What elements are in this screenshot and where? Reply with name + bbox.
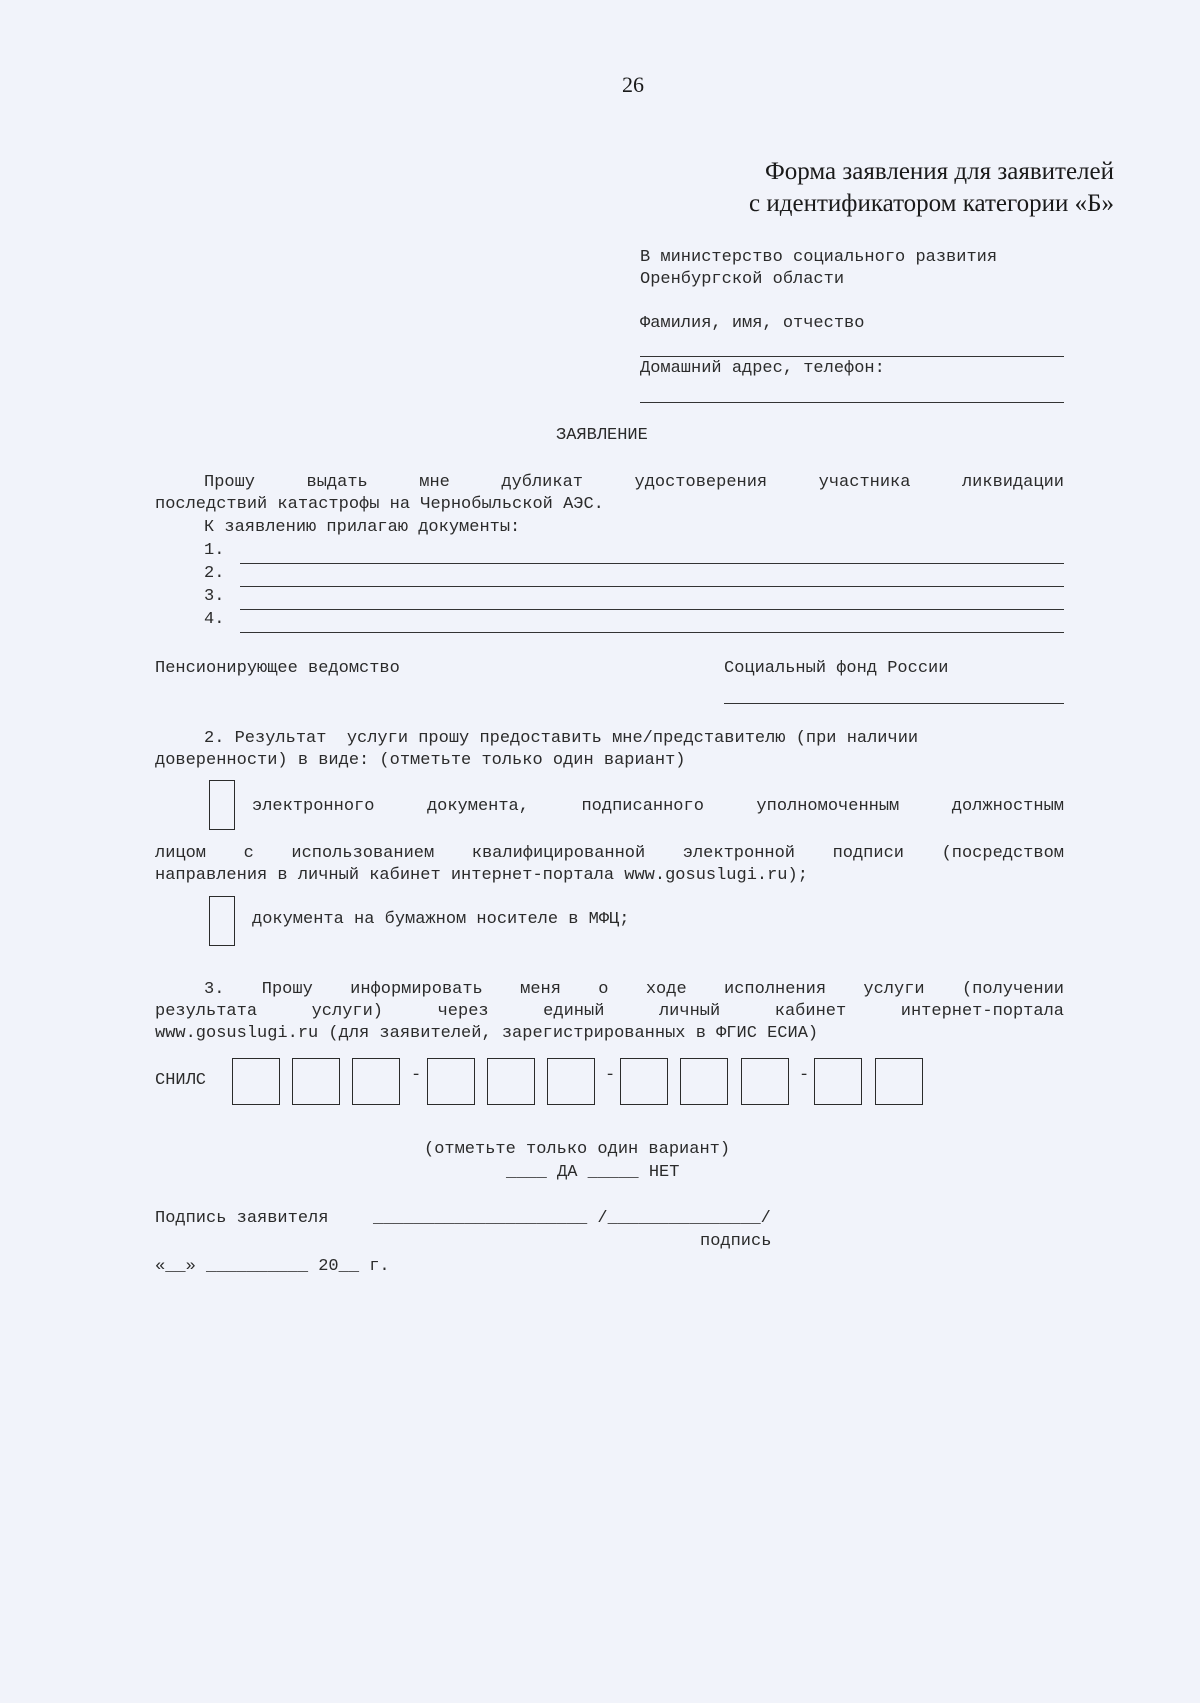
option-electronic-line-3: направления в личный кабинет интернет-портала www.gosuslugi.ru); (155, 866, 808, 885)
form-title-line-2: с идентификатором категории «Б» (749, 190, 1114, 217)
pension-value: Социальный фонд России (724, 659, 949, 678)
date-line[interactable]: «__» __________ 20__ г. (155, 1257, 390, 1276)
attach-item-line[interactable] (240, 632, 1064, 633)
statement-heading: ЗАЯВЛЕНИЕ (556, 426, 648, 445)
attach-item-number: 4. (204, 610, 225, 629)
signature-fields[interactable]: _____________________ /_______________/ (373, 1209, 771, 1228)
attach-item-number: 3. (204, 587, 225, 606)
pension-field-line[interactable] (724, 703, 1064, 704)
addressee-line-1: В министерство социального развития (640, 248, 998, 267)
snils-label: СНИЛС (155, 1071, 207, 1090)
pension-label: Пенсионирующее ведомство (155, 659, 400, 678)
request-line-2: последствий катастрофы на Чернобыльской АЭС. (155, 495, 604, 514)
fio-field-line[interactable] (640, 356, 1064, 357)
choose-one-note: (отметьте только один вариант) (424, 1140, 731, 1159)
snils-digit-cell[interactable] (680, 1058, 728, 1105)
snils-digit-cell[interactable] (741, 1058, 789, 1105)
snils-digit-cell[interactable] (814, 1058, 862, 1105)
option-electronic-line-2: лицом с использованием квалифицированной электронной подписи (посредством (155, 844, 1064, 863)
section3-line-3: www.gosuslugi.ru (для заявителей, зарегистрированных в ФГИС ЕСИА) (155, 1024, 819, 1043)
fio-label: Фамилия, имя, отчество (640, 314, 865, 333)
snils-digit-cell[interactable] (547, 1058, 595, 1105)
address-label: Домашний адрес, телефон: (640, 359, 885, 378)
attach-item-line[interactable] (240, 586, 1064, 587)
snils-digit-cell[interactable] (352, 1058, 400, 1105)
signature-label: Подпись заявителя (155, 1209, 329, 1228)
snils-digit-cell[interactable] (427, 1058, 475, 1105)
snils-digit-cell[interactable] (292, 1058, 340, 1105)
snils-separator: - (799, 1066, 810, 1085)
option-paper-label: документа на бумажном носителе в МФЦ; (252, 910, 630, 929)
snils-digit-cell[interactable] (875, 1058, 923, 1105)
option-paper-checkbox[interactable] (209, 896, 235, 946)
attach-item-line[interactable] (240, 563, 1064, 564)
option-electronic-label: электронного документа, подписанного уполномоченным должностным (252, 797, 1064, 816)
attach-label: К заявлению прилагаю документы: (204, 518, 521, 537)
form-title-line-1: Форма заявления для заявителей (765, 158, 1114, 185)
option-electronic-checkbox[interactable] (209, 780, 235, 830)
attach-item-number: 2. (204, 564, 225, 583)
snils-digit-cell[interactable] (232, 1058, 280, 1105)
snils-separator: - (411, 1066, 422, 1085)
page-number: 26 (622, 72, 644, 97)
addressee-line-2: Оренбургской области (640, 270, 845, 289)
section3-line-1: 3. Прошу информировать меня о ходе исполнения услуги (получении (204, 980, 1064, 999)
section2-line-1: 2. Результат услуги прошу предоставить мне/представителю (при наличии (204, 729, 919, 748)
section2-line-2: доверенности) в виде: (отметьте только один вариант) (155, 751, 686, 770)
attach-item-number: 1. (204, 541, 225, 560)
snils-separator: - (605, 1066, 616, 1085)
attach-item-line[interactable] (240, 609, 1064, 610)
signature-caption: подпись (700, 1232, 772, 1251)
yes-no-choice[interactable]: ____ ДА _____ НЕТ (506, 1163, 680, 1182)
address-field-line[interactable] (640, 402, 1064, 403)
snils-digit-cell[interactable] (620, 1058, 668, 1105)
section3-line-2: результата услуги) через единый личный кабинет интернет-портала (155, 1002, 1064, 1021)
request-line-1: Прошу выдать мне дубликат удостоверения участника ликвидации (204, 473, 1064, 492)
snils-digit-cell[interactable] (487, 1058, 535, 1105)
